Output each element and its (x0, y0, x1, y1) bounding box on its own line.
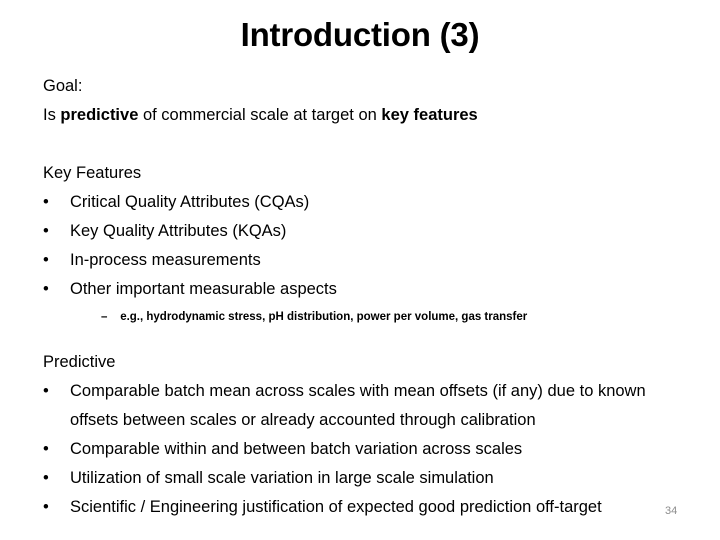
predictive-item: • Utilization of small scale variation in large scale simulation (43, 464, 693, 493)
key-feature-subitem (101, 304, 693, 330)
bullet-glyph: • (43, 440, 49, 458)
slide-title: Introduction (3) (240, 16, 480, 53)
bullet-glyph: • (43, 498, 49, 516)
goal-text-2: predictive (60, 106, 139, 124)
key-feature-item: • In-process measurements (43, 246, 693, 275)
goal-text-4: key features (381, 106, 478, 124)
sub-item-text: e.g., hydrodynamic stress, pH distribution, power per volume, gas transfer (120, 311, 528, 323)
bullet-glyph: • (43, 280, 49, 298)
bullet-glyph: • (43, 469, 49, 487)
bullet-glyph: • (43, 251, 49, 269)
goal-sentence (43, 101, 693, 130)
key-features-heading: Key Features (43, 164, 142, 182)
predictive-heading: Predictive (43, 353, 116, 371)
bullet-glyph: • (43, 222, 49, 240)
goal-label-line (43, 72, 693, 101)
predictive-item: • Comparable within and between batch variation across scales (43, 435, 693, 464)
goal-text-3: of commercial scale at target on (138, 106, 382, 124)
sub-dash: – (101, 311, 108, 323)
key-feature-item: • Critical Quality Attributes (CQAs) (43, 188, 693, 217)
goal-label: Goal (43, 77, 78, 95)
bullet-glyph: • (43, 382, 49, 400)
predictive-item: • Comparable batch mean across scales with mean offsets (if any) due to known offsets between scales or already accounted through calibration (43, 377, 693, 435)
page-number: 34 (665, 505, 678, 517)
goal-text-1: Is (43, 106, 61, 124)
predictive-item: • Scientific / Engineering justification of expected good prediction off-target (43, 493, 693, 522)
key-feature-item: • Other important measurable aspects (43, 275, 693, 304)
bullet-glyph: • (43, 193, 49, 211)
goal-label-suffix: : (77, 77, 83, 95)
key-feature-item: • Key Quality Attributes (KQAs) (43, 217, 693, 246)
slide-body (43, 72, 693, 522)
